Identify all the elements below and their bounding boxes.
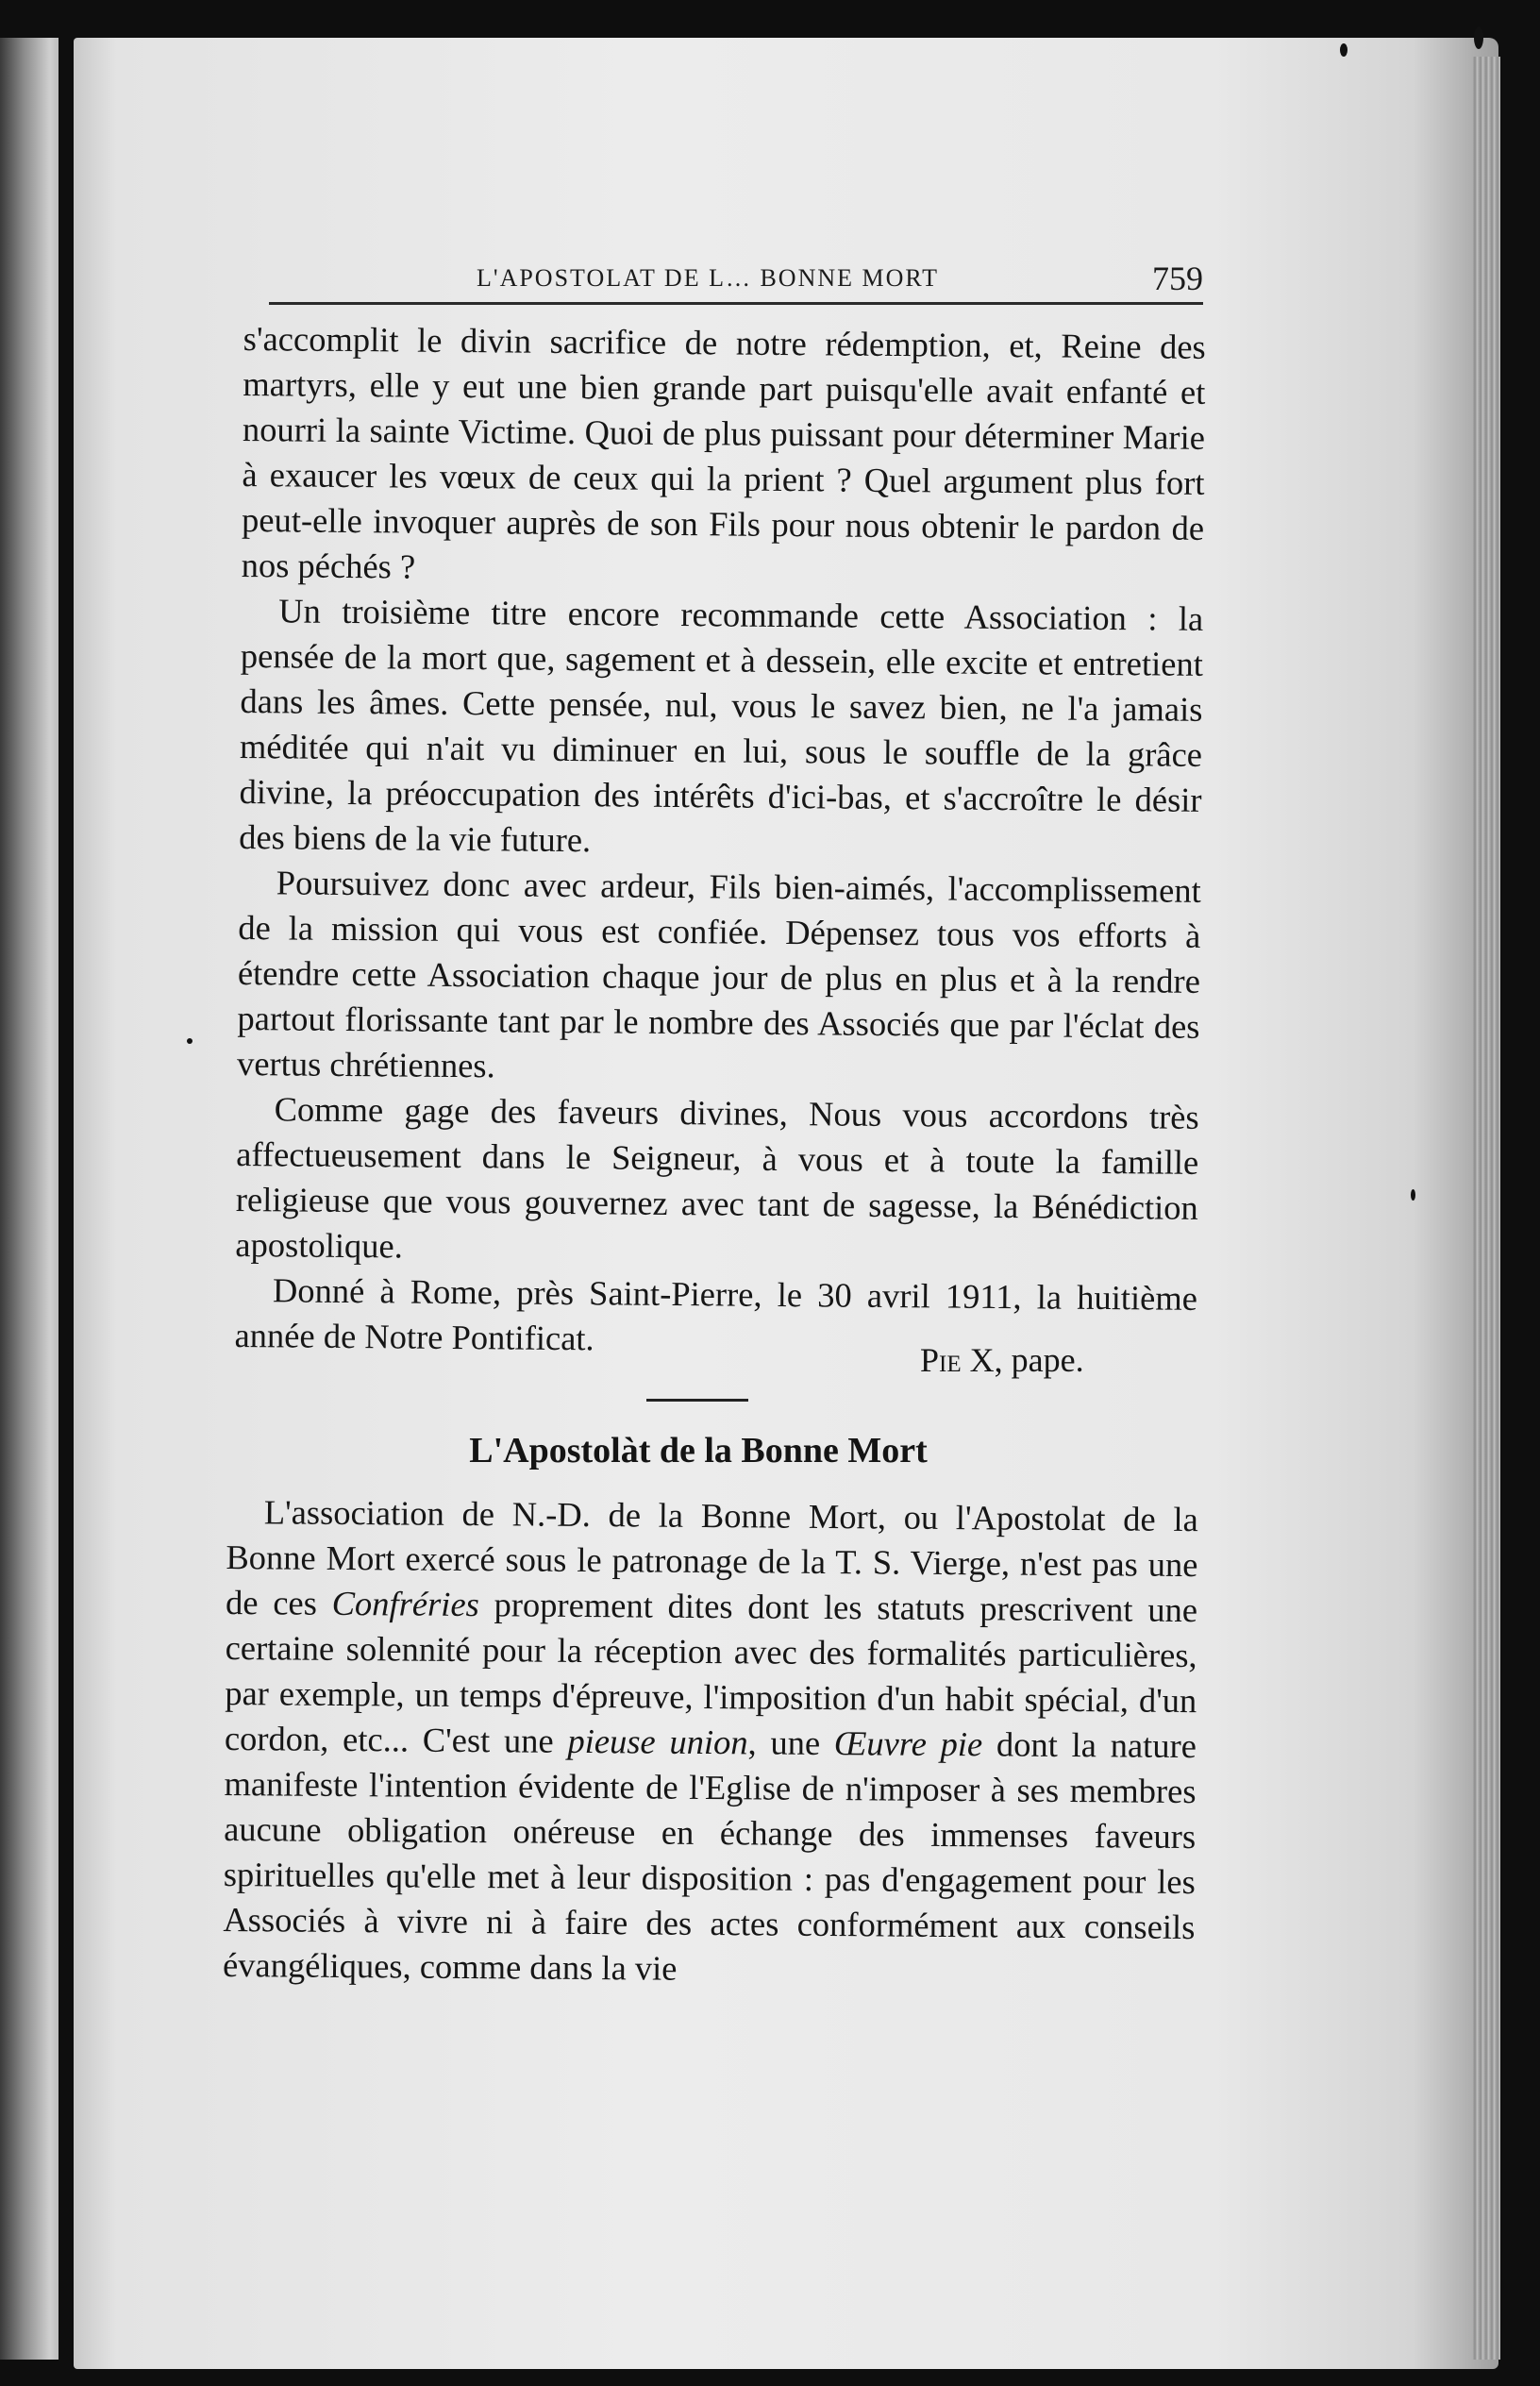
- signature-name: Pie X: [920, 1341, 995, 1379]
- paragraph: Donné à Rome, près Saint-Pierre, le 30 avril 1911, la huitième année de Notre Pontificat.: [234, 1270, 1198, 1358]
- signature-title: , pape.: [994, 1341, 1084, 1379]
- paragraph: Un troisième titre encore recommande cette Association : la pensée de la mort que, sagement et à dessein, elle excite et entretient dans les âmes. Cette pensée, nul, vous le savez bien, ne l'a jamais méditée qui n'ait vu diminuer en lui, sous le souffle de la grâce divine, la préoccupation des intérêts d'ici-bas, et s'accroître le désir des biens de la vie future.: [239, 591, 1204, 860]
- paragraph: s'accomplit le divin sacrifice de notre rédemption, et, Reine des martyrs, elle y eut une bien grande part puisqu'elle avait enfanté et nourri la sainte Victime. Quoi de plus puissant pour déterminer Marie à exaucer les vœux de ceux qui la prient ? Quel argument plus fort peut-elle invoquer auprès de son Fils pour nous obtenir le pardon de nos péchés ?: [241, 318, 1206, 586]
- signature: [920, 1340, 1084, 1380]
- text-run: dont la nature manifeste l'intention évidente de l'Eglise de n'imposer à ses membres aucune obligation onéreuse en échange des immenses faveurs spirituelles qu'elle met à leur disposition : pas d'engagement pour les Associés à vivre ni à faire des actes conformément aux conseils évangéliques, comme dans la vie: [222, 1724, 1197, 1988]
- text-run: , une: [747, 1722, 835, 1763]
- italic-term: Œuvre pie: [833, 1723, 983, 1764]
- page-header: [269, 253, 1203, 300]
- section-body: [223, 1489, 1198, 1995]
- previous-page-edge: [0, 38, 59, 2360]
- section-separator: [646, 1399, 748, 1402]
- section-title: L'Apostolàt de la Bonne Mort: [469, 1431, 928, 1470]
- text-run: L'association de N.-D. de la Bonne Mort, ou l'Apostolat de la Bonne Mort exercé sous le patronage de la T. S. Vierge, n'est pas une de ces: [225, 1492, 1198, 1622]
- dust-speck: [1340, 43, 1348, 57]
- dust-speck: [187, 1038, 192, 1044]
- page-stack-edge: [1472, 57, 1500, 2360]
- italic-term: pieuse union: [567, 1721, 748, 1762]
- page-number: 759: [1152, 260, 1203, 297]
- dust-speck: [1411, 1189, 1415, 1201]
- paragraph: Poursuivez donc avec ardeur, Fils bien-aimés, l'accomplissement de la mission qui vous est confiée. Dépensez tous vos efforts à étendre cette Association chaque jour de plus en plus et à la rendre partout florissante tant par le nombre des Associés que par l'éclat des vertus chrétiennes.: [236, 863, 1201, 1085]
- italic-term: Confréries: [331, 1583, 479, 1624]
- letter-body: [234, 316, 1206, 1367]
- dust-speck: [1474, 26, 1483, 49]
- running-title: L'APOSTOLAT DE L… BONNE MORT: [477, 264, 940, 292]
- header-rule: [269, 302, 1203, 305]
- section-paragraph: [223, 1489, 1198, 1995]
- text-run: proprement dites dont les statuts prescrivent une certaine solennité pour la réception avec des formalités particulières, par exemple, un temps d'épreuve, l'imposition d'un habit spécial, d'un cordon, etc... C'est une: [224, 1585, 1198, 1760]
- paragraph: Comme gage des faveurs divines, Nous vous accordons très affectueusement dans le Seigneur, à vous et à toute la famille religieuse que vous gouvernez avec tant de sagesse, la Bénédiction apostolique.: [235, 1089, 1199, 1266]
